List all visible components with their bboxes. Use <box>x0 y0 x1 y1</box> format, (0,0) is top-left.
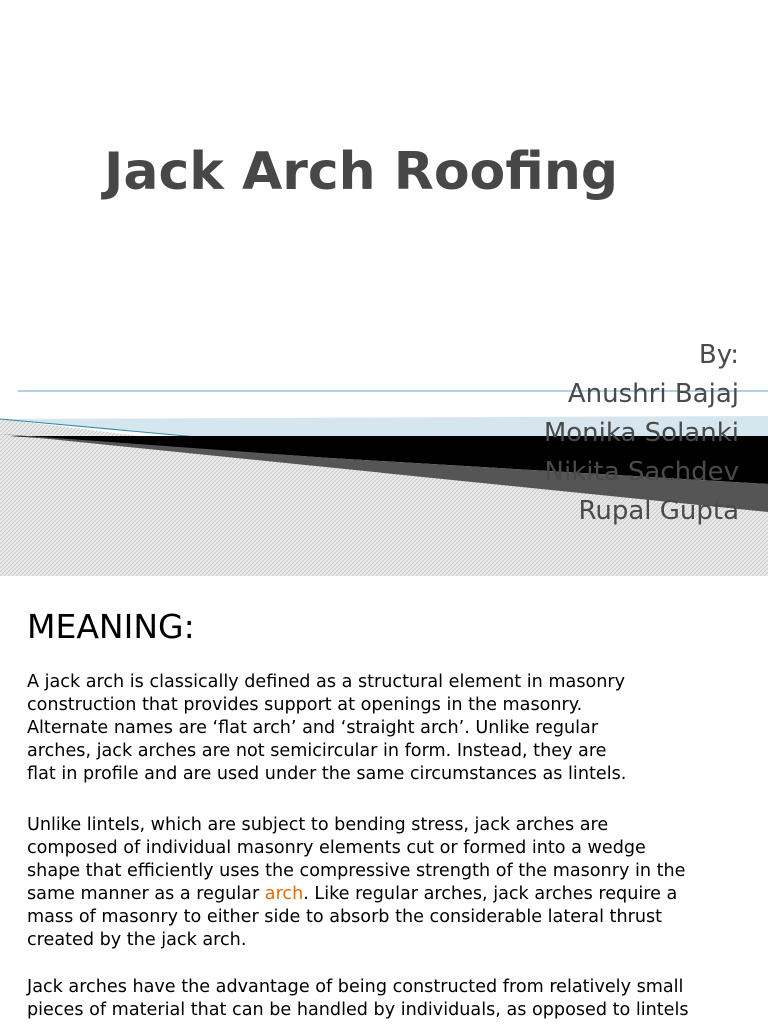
paragraph-definition: A jack arch is classically defined as a structural element in masonry construction that provides support at openings in the masonry. Alternate names are ‘flat arch’ and ‘straight arch’. Unlike regular arches, jack arches are not semicircular in form. Instead, they are flat in profile and are used under the same circumstances as lintels. <box>27 672 627 784</box>
paragraph-lintels <box>27 814 685 952</box>
arch-link[interactable]: arch <box>264 884 304 904</box>
section-heading: MEANING: <box>27 607 195 646</box>
author-name: Monika Solanki <box>543 418 739 448</box>
author-name: Anushri Bajaj <box>567 379 739 409</box>
author-name: Rupal Gupta <box>578 496 739 526</box>
paragraph-text: Unlike lintels, which are subject to bending stress, jack arches are composed of individual masonry elements cut or formed into a wedge shape that efficiently uses the compressive strength of the masonry in the same manner as a regular <box>27 815 686 904</box>
by-label: By: <box>698 340 739 370</box>
slide-title: Jack Arch Roofing <box>104 142 619 202</box>
author-list <box>544 336 739 531</box>
paragraph-advantage: Jack arches have the advantage of being constructed from relatively small pieces of material that can be handled by individuals, as opposed to lintels <box>27 977 689 1020</box>
paragraph-text: . Like regular arches, jack arches require a mass of masonry to either side to absorb the considerable lateral thrust created by the jack arch. <box>27 884 678 950</box>
content-slide <box>0 576 768 1024</box>
author-name: Nikita Sachdev <box>544 457 739 487</box>
